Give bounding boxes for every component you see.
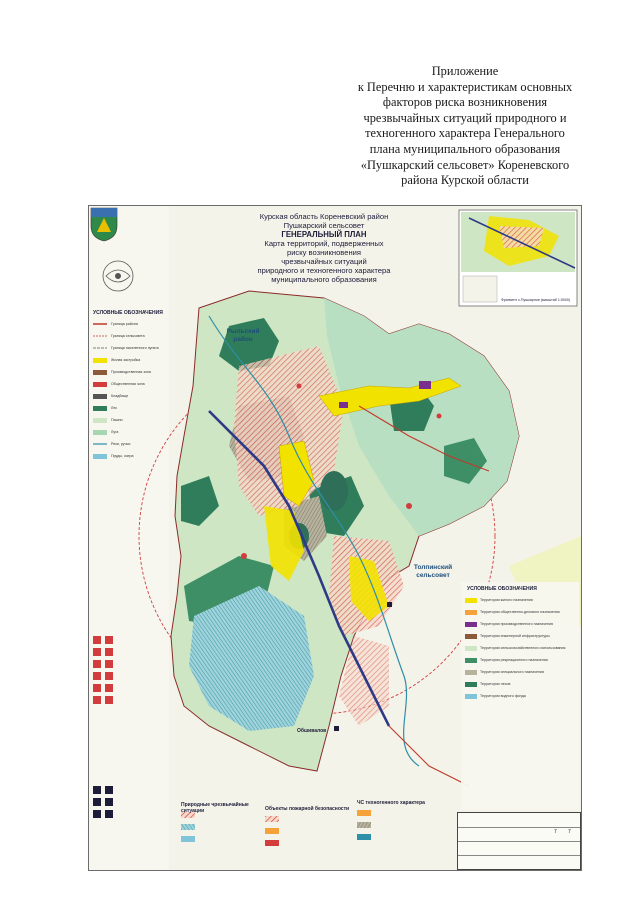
title-subject: муниципального образования (271, 275, 377, 285)
legend-item: Граница сельсовета (111, 334, 145, 338)
legend-item: Территории специального назначения (480, 670, 544, 674)
legend-item: Пашни (111, 418, 123, 422)
title-region: Курская область Кореневский район (259, 212, 389, 221)
legend-item: Территории рекреационного назначения (480, 658, 548, 662)
legend-fire-title: Объекты пожарной безопасности (265, 806, 350, 812)
legend-item: Территории водного фонда (480, 694, 526, 698)
map-title-block (239, 212, 409, 284)
legend-item: Производственная зона (111, 370, 151, 374)
legend-item: Лес (111, 406, 118, 410)
title-stamp (457, 812, 581, 870)
legend-item: Луга (111, 430, 119, 434)
legend-item: Кладбище (111, 394, 129, 398)
object-marker (334, 726, 339, 731)
legend-item: Территории инженерной инфраструктуры (480, 634, 550, 638)
caption-line: «Пушкарский сельсовет» Кореневского (360, 157, 570, 172)
legend-item: Территории сельскохозяйственного использования (480, 646, 566, 650)
region-label-obshivalovo: Обшивалов (297, 728, 327, 734)
pond (320, 471, 348, 511)
hazard-marker (241, 553, 247, 559)
map-canvas (89, 206, 581, 870)
legend-item: Территории общественно-делового назначения (480, 610, 560, 614)
region-label-rylsky: Рыльский район (226, 328, 260, 343)
caption-line: Приложение (431, 64, 499, 78)
caption-line: чрезвычайных ситуаций природного и (363, 110, 567, 125)
caption-line: плана муниципального образования (369, 141, 561, 156)
title-subject: Карта территорий, подверженных (264, 239, 384, 249)
map-sheet (88, 205, 582, 871)
caption-line: техногенного характера Генерального (365, 126, 565, 141)
hazard-marker (406, 503, 412, 509)
caption-line: района Курской области (401, 173, 529, 188)
fragment-caption: Фрагмент с.Пушкарное (масштаб 1:5000) (501, 298, 571, 302)
legend-item: Территории лесов (480, 682, 511, 686)
hazard-marker (297, 384, 302, 389)
legend-item: Реки, ручьи (111, 442, 131, 446)
fragment-legend (463, 276, 497, 302)
hazard-marker (437, 414, 442, 419)
caption-line: к Перечню и характеристикам основных (357, 79, 573, 94)
object-marker (387, 602, 392, 607)
legend-right-swatches (465, 598, 477, 699)
legend-tech-title: ЧС техногенного характера (357, 800, 425, 806)
fragment-hazard (499, 226, 544, 248)
local-road (389, 726, 469, 786)
stamp-sheet-number: 7 (554, 829, 557, 835)
title-subject: природного и техногенного характера (257, 266, 391, 276)
legend-right-title: УСЛОВНЫЕ ОБОЗНАЧЕНИЯ (467, 586, 537, 592)
legend-item: Жилая застройка (111, 358, 141, 362)
legend-item: Граница населенного пункта (111, 346, 159, 350)
legend-item: Общественная зона (111, 382, 145, 386)
region-label-tolpinsky: Толпинский сельсовет (413, 564, 453, 579)
legend-left-panel (89, 206, 169, 870)
legend-item: Территории жилого назначения (480, 598, 533, 602)
emblem-icon (101, 256, 135, 296)
legend-left-title: УСЛОВНЫЕ ОБОЗНАЧЕНИЯ (93, 310, 163, 316)
title-subject: риску возникновения (286, 248, 362, 258)
title-plan: ГЕНЕРАЛЬНЫЙ ПЛАН (281, 230, 367, 239)
title-subject: чрезвычайных ситуаций (281, 257, 367, 267)
caption-line: факторов риска возникновения (382, 95, 548, 110)
public-building (339, 402, 348, 408)
legend-natural-title: Природные чрезвычайные ситуации (181, 802, 249, 814)
legend-item: Пруды, озера (111, 454, 134, 458)
legend-item: Территории производственного назначения (480, 622, 553, 626)
legend-item: Граница района (111, 322, 138, 326)
public-building (419, 381, 431, 389)
document-caption (300, 64, 630, 189)
title-council: Пушкарский сельсовет (283, 221, 365, 230)
stamp-sheet-total: 7 (568, 829, 571, 835)
coat-of-arms-icon (89, 206, 119, 242)
